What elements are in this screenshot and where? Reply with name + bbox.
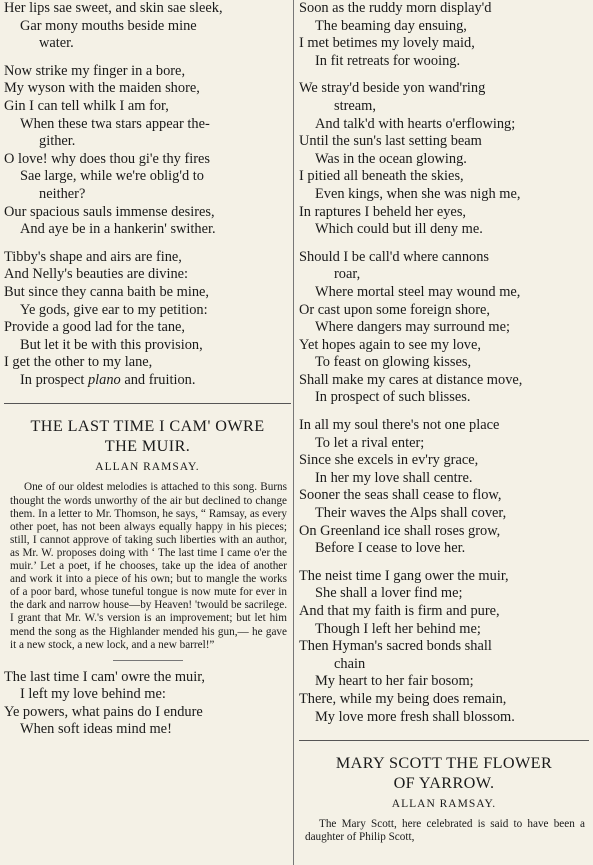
verse-line: Was in the ocean glowing. [315,150,467,167]
verse-line: But since they canna baith be mine, [4,283,210,300]
stanza [4,0,291,53]
verse-line: In all my soul there's not one place [299,417,500,434]
verse-line: Even kings, when she was nigh me, [315,185,521,202]
verse-line: Ye powers, what pains do I endure [4,703,203,720]
verse-line: And talk'd with hearts o'erflowing; [315,115,516,132]
intro-paragraph: The Mary Scott, here celebrated is said to have been a daughter of Philip Scott, [305,818,585,844]
poem-opening-stanza [4,669,291,739]
verse-line: water. [39,35,74,52]
stanza [299,417,589,558]
verse-line: In her my love shall centre. [315,469,473,486]
verse-line: In prospect plano and fruition. [20,371,196,388]
verse-line: My heart to her fair bosom; [315,673,474,690]
verse-line: She shall a lover find me; [315,585,463,602]
verse-line: The beaming day ensuing, [315,17,467,34]
verse-line: When soft ideas mind me! [20,721,172,738]
verse-line: Before I cease to love her. [315,540,466,557]
verse-line: Then Hyman's sacred bonds shall [299,638,492,655]
verse-line: My wyson with the maiden shore, [4,80,200,97]
verse-line: I get the other to my lane, [4,354,153,371]
verse-line: chain [334,655,366,672]
poem-author: ALLAN RAMSAY. [391,798,497,811]
verse-line: And aye be in a hankerin' swither. [20,221,216,238]
left-stanzas [4,0,291,372]
verse-line: And that my faith is firm and pure, [299,603,500,619]
left-column [4,0,291,739]
verse-line: In raptures I beheld her eyes, [299,203,467,220]
short-rule [113,660,183,661]
verse-line: Should I be call'd where cannons [299,248,490,265]
verse-line: To let a rival enter; [315,434,425,451]
verse-line: Her lips sae sweet, and skin sae sleek, [4,0,223,16]
verse-line: Sooner the seas shall cease to flow, [299,487,502,504]
italic-word: plano [87,371,121,388]
verse-line: neither? [39,185,86,202]
stanza [4,63,291,239]
verse-line: I left my love behind me: [20,686,166,703]
right-column [299,0,589,844]
verse-line: O love! why does thou gi'e thy fires [4,150,211,167]
poem-title-line2: OF YARROW. [393,774,495,793]
intro-paragraph: One of our oldest melodies is attached to this song. Burns thought the words unworthy of the air but declined to change them. In a letter to Mr. Thomson, he says, “ Ramsay, as every other poet, has not been always equally happy in his pieces; still, I cannot approve of taking such liberties with an author, as Mr. W. proposes doing with ‘ The last time I came o'er the muir.’ Let a poet, if he chooses, take up the idea of another and work it into a piece of his own; but to mangle the works of a poor bard, whose tuneful tongue is now mute for ever in the dark and narrow house—by Heaven! 'twould be sacrilege. I grant that Mr. W.'s version is an improvement; but let him mend the song as the Highlander mended his gun,— he gave it a new stock, a new lock, and a new barrel!” [10,481,287,651]
verse-line: Gar mony mouths beside mine [20,17,197,34]
verse-line: I pitied all beneath the skies, [299,168,464,185]
verse-line: Or cast upon some foreign shore, [299,301,491,318]
verse-line: When these twa stars appear the- [20,115,210,132]
verse-line: There, while my being does remain, [299,690,507,707]
verse-line: Since she excels in ev'ry grace, [299,452,479,469]
verse-line: And Nelly's beauties are divine: [4,266,189,283]
verse-line: Which could but ill deny me. [315,221,483,238]
right-stanzas [299,0,589,726]
verse-line: Tibby's shape and airs are fine, [4,248,182,265]
verse-line: Shall make my cares at distance move, [299,371,523,388]
verse-line: Now strike my finger in a bore, [4,62,186,79]
verse-line: Soon as the ruddy morn display'd [299,0,492,16]
verse-line: roar, [334,266,361,283]
stanza [299,249,589,407]
stanza [299,80,589,238]
verse-line: Though I left her behind me; [315,620,481,637]
verse-line: I met betimes my lovely maid, [299,35,475,52]
verse-line: The last time I cam' owre the muir, [4,668,206,685]
verse-line: Yet hopes again to see my love, [299,336,481,353]
stanza [299,0,589,70]
stanza [299,568,589,726]
verse-line: But let it be with this provision, [20,336,203,353]
verse-line: Sae large, while we're oblig'd to [20,168,204,185]
column-divider [293,0,294,865]
verse-line: Where mortal steel may wound me, [315,283,521,300]
verse-line: On Greenland ice shall roses grow, [299,522,501,539]
verse-line: In prospect of such blisses. [315,389,471,406]
verse-line: Their waves the Alps shall cover, [315,505,507,522]
verse-line: Ye gods, give ear to my petition: [20,301,208,318]
verse-line: Our spacious sauls immense desires, [4,203,215,220]
poem-title-line2: THE MUIR. [104,437,191,456]
poem-title-line1: MARY SCOTT THE FLOWER [335,754,553,773]
verse-line: In fit retreats for wooing. [315,52,461,69]
stanza [4,249,291,372]
verse-line: Gin I can tell whilk I am for, [4,97,169,114]
verse-line: Provide a good lad for the tane, [4,319,186,336]
poem-title-line1: THE LAST TIME I CAM' OWRE [30,417,265,436]
verse-line: gither. [39,133,76,150]
verse-line: stream, [334,97,376,114]
verse-line: We stray'd beside yon wand'ring [299,80,486,97]
verse-line: My love more fresh shall blossom. [315,708,515,725]
verse-line: To feast on glowing kisses, [315,354,472,371]
poem-author: ALLAN RAMSAY. [95,461,200,474]
verse-line: The neist time I gang ower the muir, [299,567,509,584]
verse-line: Where dangers may surround me; [315,319,511,336]
verse-line: Until the sun's last setting beam [299,133,482,150]
